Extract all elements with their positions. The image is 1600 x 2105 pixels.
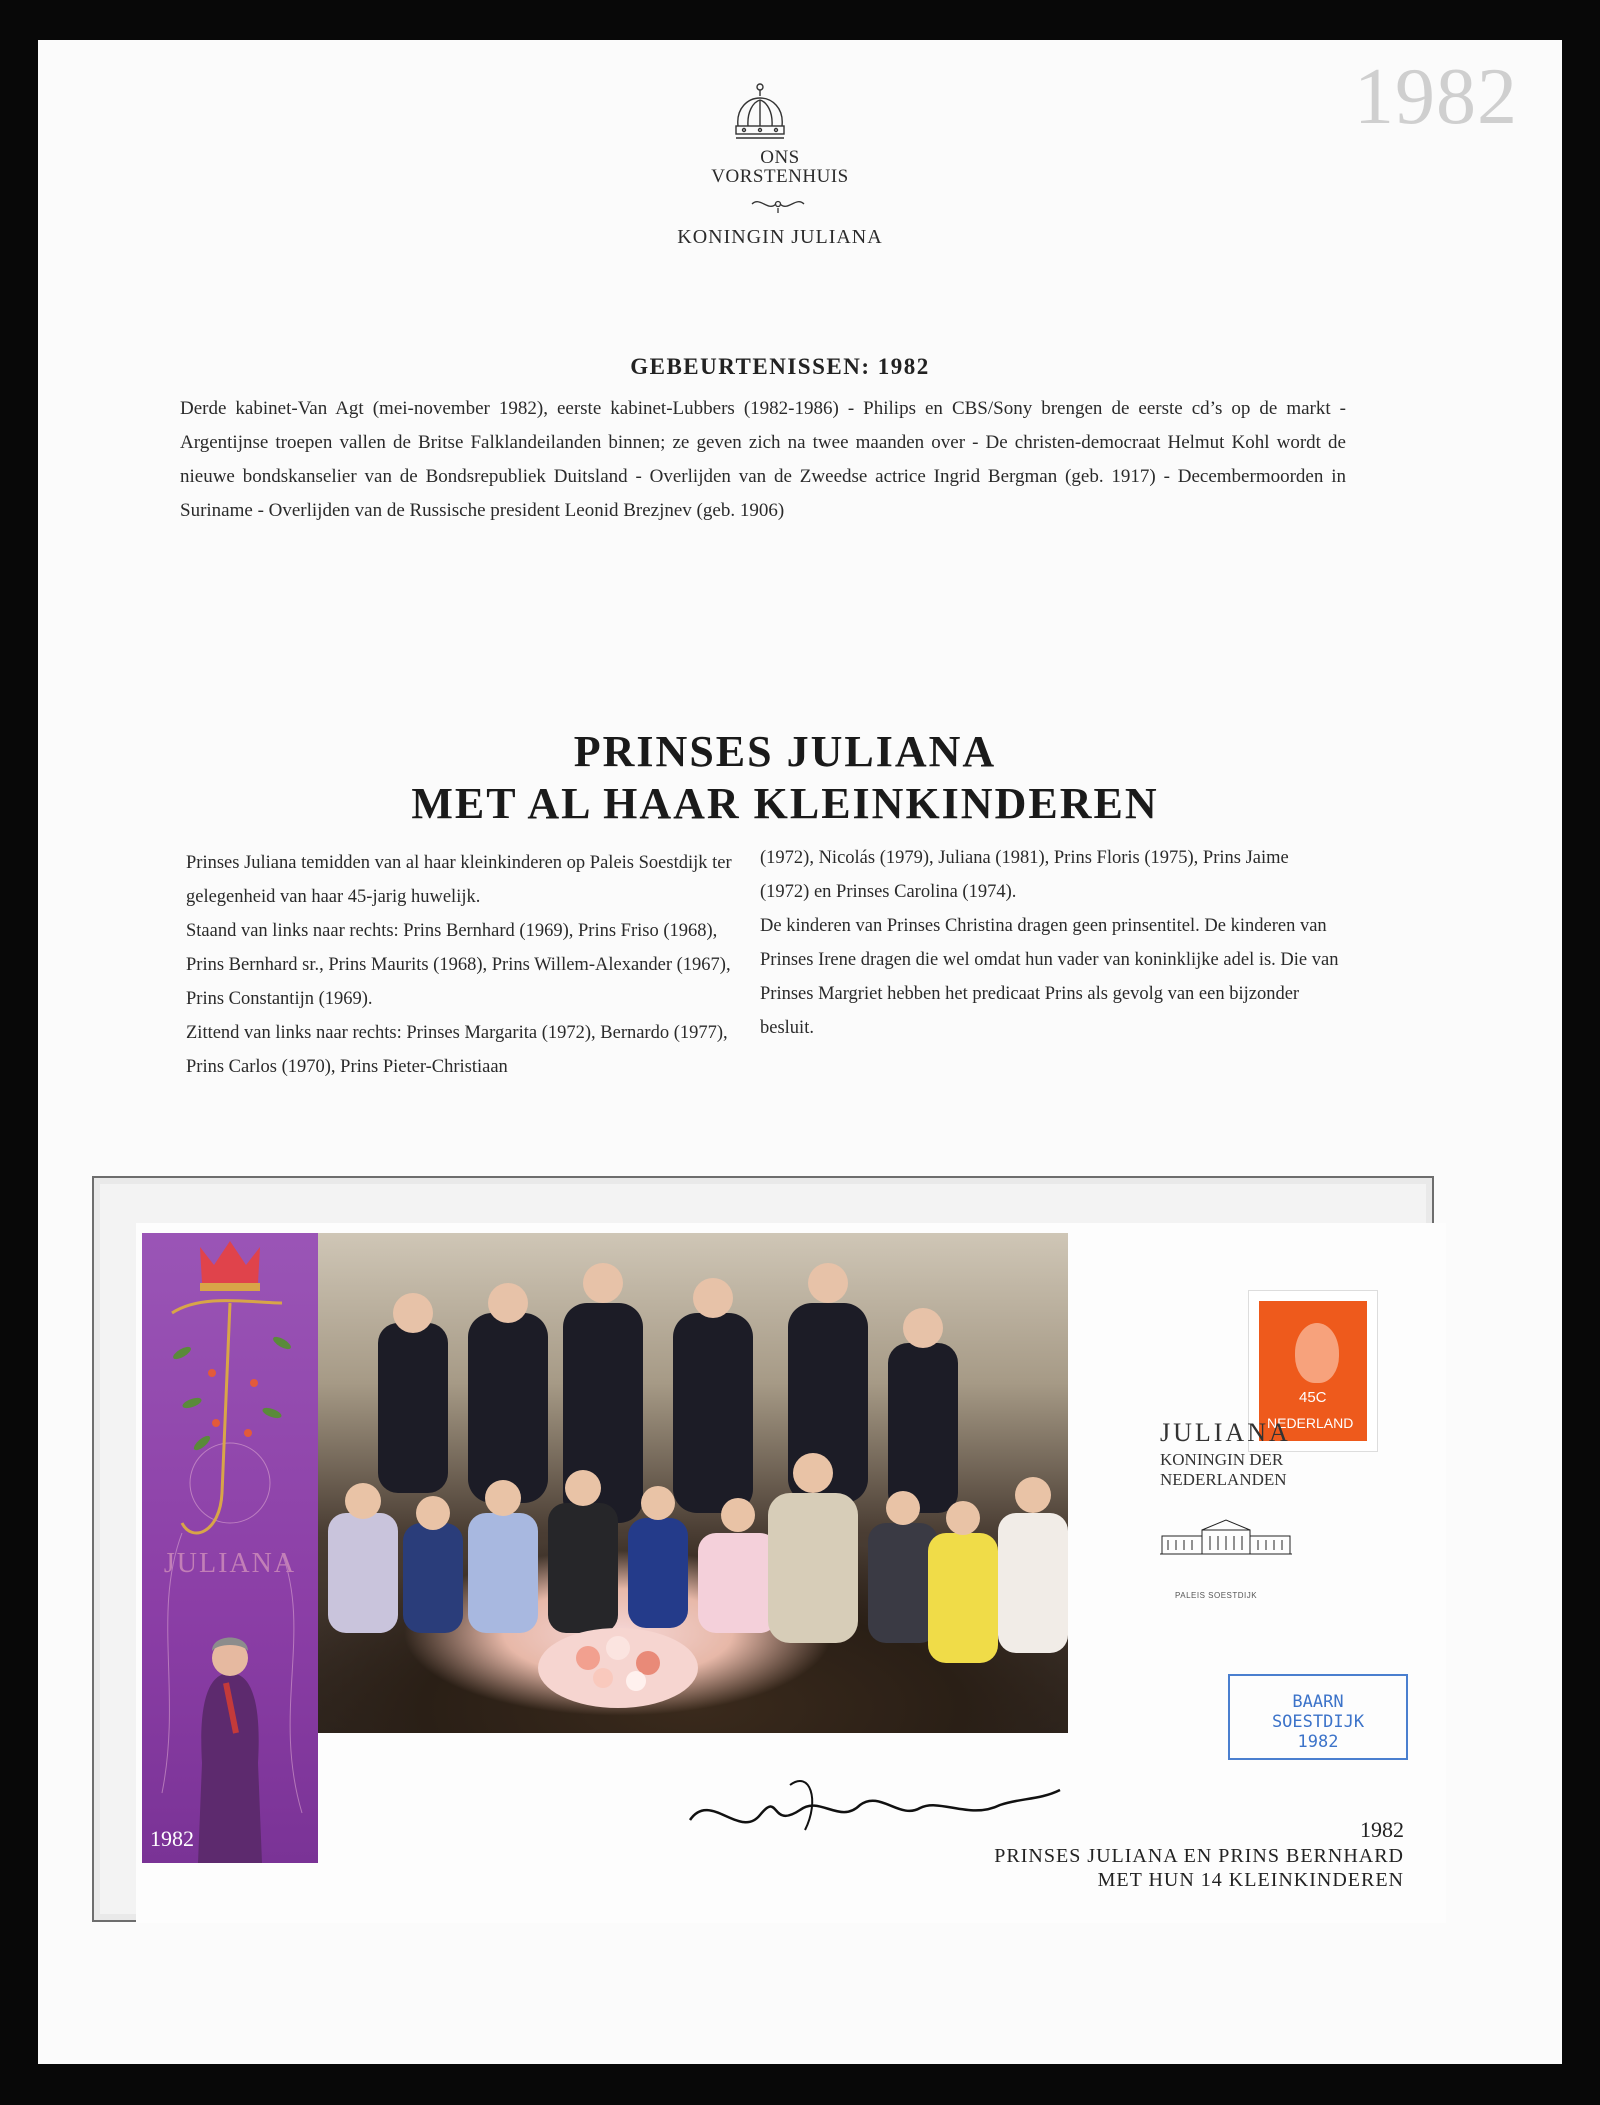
- paragraph: Zittend van links naar rechts: Prinses Margarita (1972), Bernardo (1977), Prins Carlos (1970), Prins Pieter-Christiaan: [186, 1023, 728, 1077]
- brand-name: [560, 148, 1000, 186]
- flourish-icon: [748, 194, 808, 214]
- stamp-country: NEDERLAND: [1267, 1415, 1354, 1431]
- article-title-line-1: PRINSES JULIANA: [573, 727, 997, 776]
- cover-caption-line-1: PRINSES JULIANA EN PRINS BERNHARD: [994, 1845, 1404, 1867]
- palace-icon: [1158, 1518, 1294, 1558]
- paragraph: Prinses Juliana temidden van al haar kleinkinderen op Paleis Soestdijk ter gelegenheid van haar 45-jarig huwelijk.: [186, 853, 732, 907]
- brand-line-2: VORSTENHUIS: [711, 166, 849, 187]
- stamp-value: 45C: [1299, 1389, 1327, 1406]
- article-title-line-2: MET AL HAAR KLEINKINDEREN: [411, 779, 1159, 828]
- cover-caption-year: 1982: [1360, 1817, 1404, 1842]
- crown-icon: [730, 82, 790, 144]
- family-photo-figures: [318, 1233, 1068, 1733]
- article-title: [300, 726, 1270, 830]
- cover-caption-line-2: MET HUN 14 KLEINKINDEREN: [1097, 1869, 1404, 1891]
- page-year: 1982: [1354, 53, 1518, 141]
- paragraph: De kinderen van Prinses Christina dragen geen prinsentitel. De kinderen van Prinses Irene dragen die wel omdat hun vader van koninklijke adel is. Die van Prinses Margriet hebben het predicaat Prins als gevolg van een bijzonder besluit.: [760, 916, 1339, 1038]
- postmark-line-3: 1982: [1297, 1732, 1339, 1752]
- events-heading-year: 1982: [877, 354, 930, 379]
- paragraph: (1972), Nicolás (1979), Juliana (1981), Prins Floris (1975), Prins Jaime (1972) en Prinses Carolina (1974).: [760, 848, 1289, 902]
- cover-subtitle-line-2: NEDERLANDEN: [1160, 1470, 1287, 1489]
- article-right-column: [760, 841, 1340, 1045]
- cover-subtitle-line-1: KONINGIN DER: [1160, 1450, 1284, 1469]
- panel-year: 1982: [150, 1826, 194, 1851]
- family-photo: [318, 1233, 1068, 1733]
- cover-caption: [900, 1844, 1404, 1892]
- postmark-stamp: [1228, 1674, 1408, 1760]
- queen-profile-icon: [1295, 1323, 1339, 1383]
- series-subtitle: KONINGIN JULIANA: [677, 226, 883, 248]
- palace-label: PALEIS SOESTDIJK: [1175, 1591, 1258, 1600]
- article-left-column: [186, 846, 736, 1084]
- brand-line-1: ONS: [760, 147, 800, 168]
- cover-name: JULIANA: [1160, 1418, 1291, 1447]
- events-heading: [560, 354, 1000, 380]
- cover-subtitle: [1160, 1450, 1287, 1490]
- postmark-line-1: BAARN: [1292, 1692, 1344, 1712]
- panel-name: JULIANA: [163, 1548, 297, 1579]
- paragraph: Staand van links naar rechts: Prins Bernhard (1969), Prins Friso (1968), Prins Bernhard sr., Prins Maurits (1968), Prins Willem-Alexander (1967), Prins Constantijn (1969).: [186, 921, 731, 1009]
- postmark-line-2: SOESTDIJK: [1271, 1712, 1365, 1732]
- events-text: Derde kabinet-Van Agt (mei-november 1982), eerste kabinet-Lubbers (1982-1986) - Philips en CBS/Sony brengen de eerste cd’s op de markt - Argentijnse troepen vallen de Britse Falklandeilanden binnen; ze geven zich na twee maanden over - De christen-democraat Helmut Kohl wordt de nieuwe bondskanselier van de Bondsrepubliek Duitsland - Overlijden van de Zweedse actrice Ingrid Bergman (geb. 1917) - Decembermoorden in Suriname - Overlijden van de Russische president Leonid Brezjnev (geb. 1906): [180, 398, 1346, 521]
- events-heading-label: GEBEURTENISSEN:: [630, 354, 871, 379]
